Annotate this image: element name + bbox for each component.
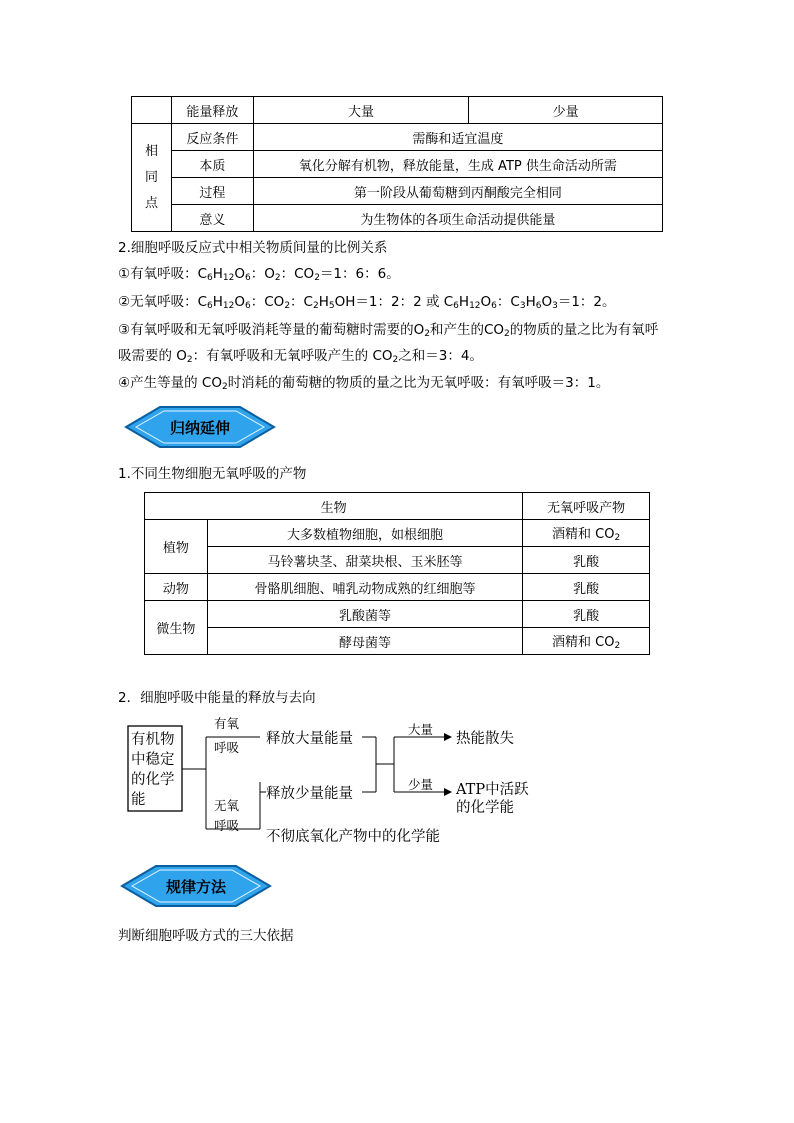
side-char: 相 [144,143,158,159]
row-label: 反应条件 [171,124,253,151]
example-cell: 酵母菌等 [207,628,522,655]
products-table [144,492,650,655]
paragraph: 判断细胞呼吸方式的三大依据 [118,928,294,944]
product-cell: 乳酸 [523,601,650,628]
product-cell: 乳酸 [523,547,650,574]
text: ：C [496,294,520,310]
text: ：有氧呼吸和无氧呼吸产生的 CO [192,348,393,364]
section-title: 1.不同生物细胞无氧呼吸的产物 [118,466,307,482]
subscript: 2 [614,533,621,543]
incomplete-oxidation-label: 不彻底氧化产物中的化学能 [266,829,440,845]
banner-title: 归纳延伸 [169,418,230,437]
table-header-row [145,493,650,520]
text: 的物质的量之比为有氧呼 [509,322,659,338]
box-label-line: 能 [131,792,146,808]
text: 之和＝3：4。 [398,348,483,364]
text: ：CO [280,266,315,282]
banner-title: 规律方法 [165,877,226,896]
row-label: 过程 [171,178,253,205]
product-cell [523,628,650,655]
aerobic-label: 呼吸 [214,740,240,755]
example-cell: 乳酸菌等 [207,601,522,628]
atp-label: 的化学能 [456,800,514,816]
section-title: 2．细胞呼吸中能量的释放与去向 [118,690,316,706]
row-label: 意义 [171,205,253,232]
ratio-line-1: ①有氧呼吸：$C_6H_{12}O_6$：$O_2$：$CO_2=1$：6：6。 [118,266,400,283]
box-label-line: 中稳定 [131,752,175,768]
side-label [132,124,172,232]
text: ＝1：6：6。 [319,266,400,282]
row-label: 本质 [171,151,253,178]
row-value: 需酶和适宜温度 [253,124,662,151]
comparison-table [131,96,663,232]
energy-flow-diagram [118,712,538,852]
anaerobic-label: 无氧 [214,798,240,813]
anaerobic-label: 呼吸 [214,818,240,833]
text: ＝1：2。 [557,294,616,310]
table-row [145,628,650,655]
text: 酒精和 CO [552,635,615,650]
example-cell: 大多数植物细胞，如根细胞 [207,520,522,547]
row-value: 第一阶段从葡萄糖到丙酮酸完全相同 [253,178,662,205]
text: ③有氧呼吸和无氧呼吸消耗等量的葡萄糖时需要的O [118,322,425,338]
group-name: 动物 [145,574,208,601]
table-row [132,124,663,151]
anaerobic-value: 少量 [469,97,663,124]
example-cell: 骨骼肌细胞、哺乳动物成熟的红细胞等 [207,574,522,601]
table-cell [132,97,172,124]
ratio-line-3b: 吸需要的 $O_2$：有氧呼吸和无氧呼吸产生的 $CO_2$之和＝3：4。 [118,348,483,365]
table-row [132,178,663,205]
ratio-line-4: ④产生等量的 $CO_2$时消耗的葡萄糖的物质的量之比为无氧呼吸：有氧呼吸＝3：1。 [118,375,610,392]
text: 酒精和 CO [552,527,615,542]
aerobic-value: 大量 [253,97,469,124]
box-label-line: 有机物 [131,732,175,748]
large-label: 大量 [408,722,434,737]
text: ②无氧呼吸：C [118,294,208,310]
box-label-line: 的化学 [131,772,175,788]
text: OH＝1：2：2 或 C [334,294,454,310]
table-row [145,601,650,628]
heat-loss-label: 热能散失 [456,731,514,747]
header-organism: 生物 [145,493,523,520]
text: ①有氧呼吸：C [118,266,208,282]
row-value: 氧化分解有机物，释放能量，生成 ATP 供生命活动所需 [253,151,662,178]
group-name: 微生物 [145,601,208,655]
table-row [132,151,663,178]
group-name: 植物 [145,520,208,574]
atp-label: ATP中活跃 [456,782,529,798]
row-label: 能量释放 [171,97,253,124]
text: ：O [250,266,275,282]
text: 和产生的CO [429,322,505,338]
ratio-line-3a: ③有氧呼吸和无氧呼吸消耗等量的葡萄糖时需要的$O_2$和产生的$CO_2$的物质的量之比为有氧呼 [118,322,659,339]
product-cell: 乳酸 [523,574,650,601]
small-label: 少量 [408,777,434,792]
aerobic-label: 有氧 [214,716,240,731]
table-row [145,574,650,601]
text: 吸需要的 O [118,348,187,364]
release-large-label: 释放大量能量 [266,731,353,747]
table-row [145,547,650,574]
row-value: 为生物体的各项生命活动提供能量 [253,205,662,232]
release-small-label: 释放少量能量 [266,786,353,802]
section-banner [120,864,272,908]
side-char: 点 [144,195,158,211]
header-product: 无氧呼吸产物 [523,493,650,520]
table-row [145,520,650,547]
text: ④产生等量的 CO [118,375,222,391]
table-row [132,97,663,124]
text: ：C [290,294,313,310]
example-cell: 马铃薯块茎、甜菜块根、玉米胚等 [207,547,522,574]
table-row [132,205,663,232]
section-banner [124,405,276,449]
ratio-line-2: ②无氧呼吸：$C_6H_{12}O_6$：$CO_2$：$C_2H_5OH=1$：2：2 或 $C_6H_{12}O_6$：$C_3H_6O_3=1$：2。 [118,294,616,311]
text: 时消耗的葡萄糖的物质的量之比为无氧呼吸：有氧呼吸＝3：1。 [227,375,610,391]
product-cell [523,520,650,547]
section-title: 2.细胞呼吸反应式中相关物质间量的比例关系 [118,240,388,256]
subscript: 2 [614,641,621,651]
side-char: 同 [144,169,158,185]
text: ：CO [250,294,285,310]
